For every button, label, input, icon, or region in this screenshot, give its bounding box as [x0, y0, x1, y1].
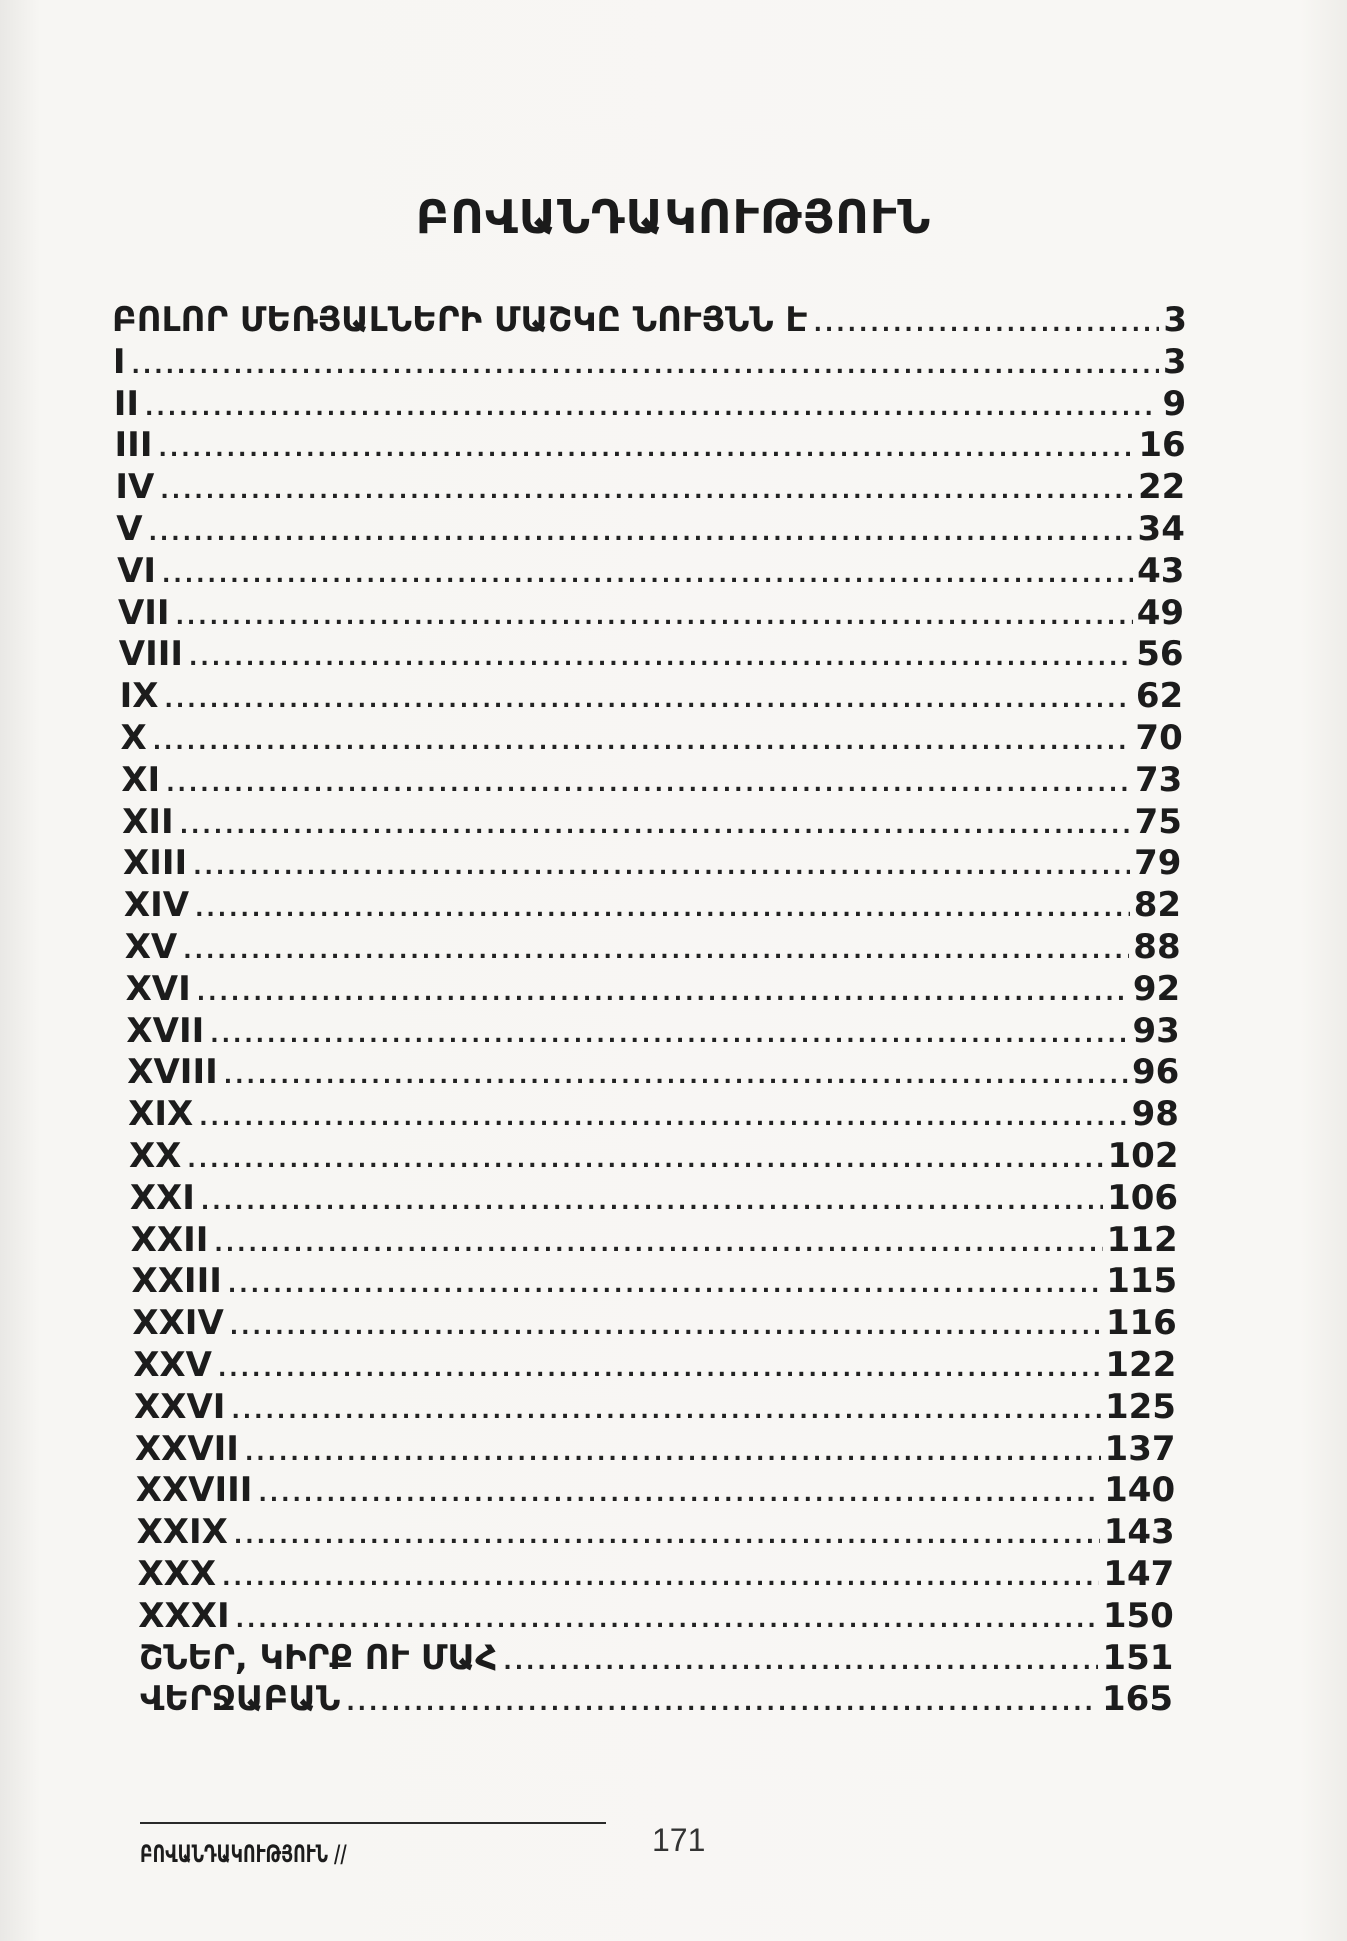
toc-row — [131, 1220, 1178, 1260]
toc-leader-dots — [162, 561, 1133, 591]
toc-row — [122, 802, 1182, 842]
toc-row — [136, 1470, 1175, 1510]
toc-label: XIX — [128, 1094, 194, 1135]
toc-row — [133, 1345, 1176, 1385]
toc-page-number: 43 — [1137, 550, 1185, 591]
toc-row — [126, 969, 1181, 1009]
toc-label: XII — [122, 801, 174, 842]
toc-leader-dots — [201, 1188, 1103, 1218]
toc-row — [120, 676, 1184, 716]
toc-page-number: 112 — [1106, 1219, 1178, 1260]
toc-label: XXVII — [134, 1428, 239, 1469]
toc-leader-dots — [153, 728, 1132, 758]
toc-label: IX — [119, 676, 159, 717]
toc-row — [139, 1638, 1173, 1678]
toc-page-number: 79 — [1134, 843, 1182, 884]
toc-page-number: 3 — [1163, 300, 1187, 340]
toc-row — [114, 384, 1186, 424]
toc-page-number: 122 — [1105, 1345, 1177, 1385]
toc-label: XXVIII — [135, 1470, 253, 1511]
toc-label: XXI — [129, 1177, 195, 1218]
toc-page-number: 115 — [1106, 1261, 1178, 1302]
toc-leader-dots — [214, 1230, 1102, 1260]
toc-label: XXIX — [136, 1512, 228, 1553]
toc-page-number: 34 — [1137, 509, 1185, 549]
toc-label: XXVI — [134, 1386, 226, 1427]
toc-row — [120, 718, 1182, 758]
toc-label: V — [116, 509, 143, 549]
toc-leader-dots — [197, 979, 1129, 1009]
page-number: 171 — [652, 1822, 706, 1858]
toc-label: ՎԵՐՋԱԲԱՆ — [140, 1679, 341, 1720]
toc-row — [119, 634, 1184, 674]
toc-label: IV — [115, 467, 155, 508]
toc-page-number: 88 — [1133, 927, 1181, 967]
toc-leader-dots — [210, 1021, 1128, 1051]
toc-leader-dots — [245, 1439, 1101, 1469]
toc-page-number: 125 — [1104, 1386, 1176, 1427]
page-title: ԲՈՎԱՆԴԱԿՈՒԹՅՈՒՆ — [415, 190, 932, 244]
toc-leader-dots — [224, 1062, 1128, 1092]
toc-leader-dots — [193, 853, 1130, 883]
toc-label: XIII — [123, 843, 188, 884]
toc-label: XXIV — [132, 1303, 224, 1344]
toc-page-number: 102 — [1107, 1136, 1179, 1176]
toc-leader-dots — [132, 352, 1159, 382]
toc-page-number: 151 — [1102, 1637, 1174, 1678]
toc-page-number: 22 — [1137, 467, 1186, 508]
toc-label: XV — [124, 927, 178, 967]
toc-leader-dots — [236, 1606, 1099, 1636]
toc-row — [135, 1429, 1176, 1469]
toc-label: VII — [117, 592, 170, 633]
toc-leader-dots — [176, 603, 1133, 633]
toc-row — [129, 1136, 1179, 1176]
toc-label: XI — [121, 759, 161, 800]
toc-row — [124, 885, 1181, 925]
toc-leader-dots — [258, 1480, 1100, 1510]
toc-leader-dots — [187, 1146, 1103, 1176]
toc-row — [126, 1011, 1179, 1051]
toc-page-number: 93 — [1132, 1010, 1180, 1051]
toc-row — [127, 1052, 1179, 1092]
toc-label: XVIII — [127, 1052, 218, 1093]
toc-row — [115, 467, 1185, 507]
toc-page-number: 106 — [1107, 1177, 1179, 1218]
toc-leader-dots — [160, 477, 1134, 507]
toc-row — [128, 1094, 1179, 1134]
toc-label: III — [114, 425, 153, 466]
toc-row — [132, 1261, 1178, 1301]
toc-label: X — [120, 718, 147, 758]
toc-leader-dots — [346, 1689, 1098, 1719]
toc-leader-dots — [503, 1648, 1098, 1678]
toc-row — [112, 300, 1187, 340]
toc-row — [125, 927, 1181, 967]
toc-leader-dots — [145, 394, 1158, 424]
toc-row — [121, 760, 1182, 800]
toc-row — [118, 593, 1184, 633]
toc-leader-dots — [180, 812, 1131, 842]
toc-label: ՇՆԵՐ, ԿԻՐՔ ՈՒ ՄԱՀ — [139, 1637, 498, 1678]
toc-page-number: 98 — [1131, 1094, 1179, 1135]
toc-leader-dots — [222, 1564, 1099, 1594]
toc-leader-dots — [199, 1104, 1127, 1134]
toc-row — [134, 1387, 1176, 1427]
toc-leader-dots — [218, 1355, 1101, 1385]
toc-label: XXXI — [138, 1595, 230, 1636]
toc-row — [137, 1554, 1174, 1594]
toc-page-number: 147 — [1103, 1554, 1175, 1594]
toc-label: ԲՈԼՈՐ ՄԵՌՅԱԼՆԵՐԻ ՄԱՇԿԸ ՆՈՒՅՆՆ Է — [112, 300, 808, 340]
toc-page-number: 140 — [1104, 1470, 1176, 1511]
toc-page-number: 150 — [1102, 1595, 1174, 1636]
toc-row — [123, 843, 1181, 883]
toc-leader-dots — [228, 1271, 1102, 1301]
toc-leader-dots — [165, 686, 1132, 716]
toc-leader-dots — [195, 895, 1130, 925]
toc-page-number: 56 — [1136, 634, 1184, 675]
toc-leader-dots — [234, 1522, 1100, 1552]
toc-page-number: 70 — [1135, 718, 1183, 758]
toc-row — [130, 1178, 1178, 1218]
toc-leader-dots — [166, 770, 1131, 800]
toc-page-number: 16 — [1138, 425, 1186, 466]
toc-page-number: 75 — [1134, 801, 1182, 842]
toc-page-number: 116 — [1105, 1303, 1177, 1344]
toc-leader-dots — [183, 937, 1129, 967]
toc-page-number: 82 — [1133, 885, 1182, 926]
toc-row — [140, 1679, 1173, 1719]
toc-row — [113, 342, 1187, 382]
toc-leader-dots — [230, 1313, 1102, 1343]
toc-leader-dots — [231, 1397, 1101, 1427]
toc-row — [117, 551, 1184, 591]
toc-label: XXX — [137, 1554, 217, 1594]
toc-page-number: 137 — [1104, 1428, 1176, 1469]
toc-label: VI — [117, 550, 157, 591]
toc-page-number: 62 — [1135, 676, 1184, 717]
toc-label: XXV — [133, 1345, 212, 1385]
toc-label: VIII — [118, 634, 184, 675]
toc-page-number: 9 — [1162, 383, 1187, 424]
toc-leader-dots — [149, 519, 1134, 549]
toc-label: I — [112, 341, 126, 382]
toc-page-number: 73 — [1135, 759, 1183, 800]
toc-leader-dots — [158, 435, 1134, 465]
toc-row — [137, 1512, 1175, 1552]
toc-page-number: 165 — [1102, 1679, 1173, 1720]
toc-page-number: 3 — [1162, 341, 1187, 382]
toc-label: XVI — [125, 968, 191, 1009]
toc-page-number: 96 — [1132, 1052, 1180, 1093]
toc-row — [132, 1303, 1176, 1343]
toc-page-number: 143 — [1103, 1512, 1175, 1553]
footer-divider — [140, 1822, 606, 1824]
toc-label: XX — [128, 1136, 182, 1176]
toc-row — [138, 1596, 1174, 1636]
toc-row — [116, 509, 1185, 549]
running-head: ԲՈՎԱՆԴԱԿՈՒԹՅՈՒՆ // — [140, 1840, 347, 1868]
toc-leader-dots — [189, 644, 1132, 674]
toc-label: XIV — [123, 885, 190, 926]
toc-label: II — [113, 383, 139, 424]
toc-page-number: 49 — [1136, 592, 1185, 633]
toc-label: XXIII — [131, 1261, 222, 1302]
toc-label: XXII — [130, 1219, 209, 1260]
toc-page-number: 92 — [1132, 968, 1181, 1009]
toc-label: XVII — [126, 1010, 205, 1051]
toc-leader-dots — [814, 310, 1160, 340]
toc-row — [115, 425, 1186, 465]
